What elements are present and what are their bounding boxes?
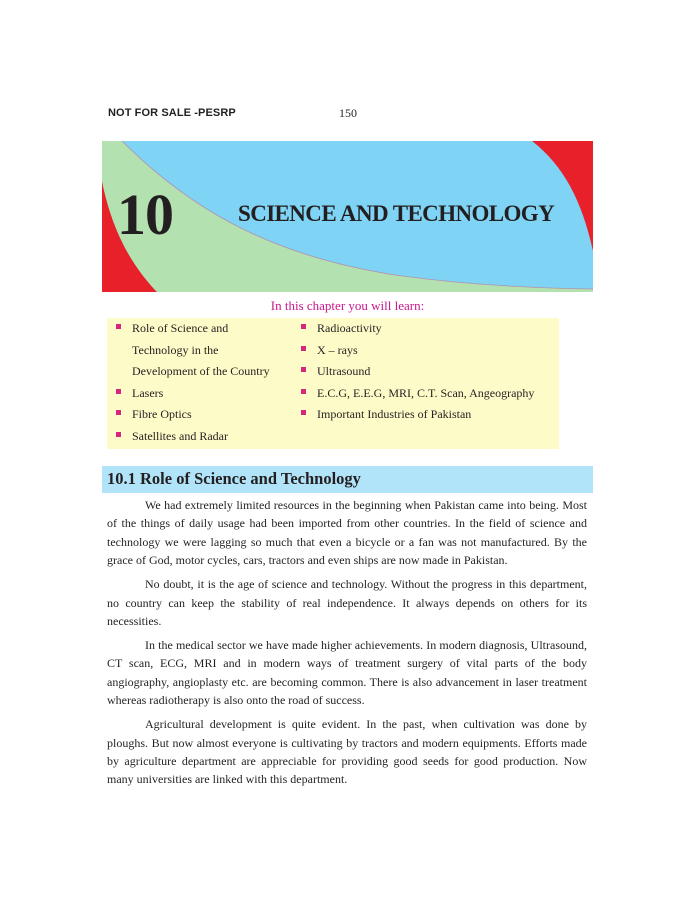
learn-item: E.C.G, E.E.G, MRI, C.T. Scan, Angeography bbox=[300, 383, 558, 405]
learn-item: Fibre Optics bbox=[115, 404, 290, 426]
learn-box bbox=[107, 318, 559, 449]
learn-item: Satellites and Radar bbox=[115, 426, 290, 448]
section-title: 10.1 Role of Science and Technology bbox=[107, 469, 361, 488]
learn-item-continuation: Technology in the bbox=[132, 342, 219, 357]
page-number: 150 bbox=[339, 106, 357, 120]
chapter-number: 10 bbox=[117, 182, 173, 247]
section-body bbox=[107, 496, 587, 794]
learn-item: Role of Science and bbox=[115, 318, 290, 340]
learn-column-1 bbox=[115, 318, 290, 448]
paragraph: We had extremely limited resources in the beginning when Pakistan came into being. Most of the things of daily usage had been imported from other countries. In the field of science and technology we were lagging so much that even a bicycle or a fan was not manufactured. By the grace of God, motor cycles, cars, tractors and even ships are now made in Pakistan. bbox=[107, 498, 587, 568]
learn-item: Important Industries of Pakistan bbox=[300, 404, 558, 426]
learn-item: Lasers bbox=[115, 383, 290, 405]
learn-item: Ultrasound bbox=[300, 361, 558, 383]
paragraph: In the medical sector we have made higher achievements. In modern diagnosis, Ultrasound, CT scan, ECG, MRI and in modern ways of treatment surgery of vital parts of the body angiography, angioplasty etc. are becoming common. There is also advancement in laser treatment whereas radiotherapy is also onto the road of success. bbox=[107, 638, 587, 708]
learn-heading: In this chapter you will learn: bbox=[270, 298, 425, 313]
paragraph: No doubt, it is the age of science and technology. Without the progress in this department, no country can keep the stability of real independence. It always depends on others for its necessities. bbox=[107, 577, 587, 629]
learn-column-2 bbox=[300, 318, 558, 426]
learn-item-continuation: Development of the Country bbox=[132, 364, 270, 379]
learn-item: Radioactivity bbox=[300, 318, 558, 340]
chapter-title: SCIENCE AND TECHNOLOGY bbox=[238, 201, 555, 226]
paragraph: Agricultural development is quite evident. In the past, when cultivation was done by ploughs. But now almost everyone is cultivating by tractors and modern equipments. Efforts made by agriculture department are appreciable for providing good seeds for good production. Now many universities are linked with this department. bbox=[107, 717, 587, 787]
running-header: NOT FOR SALE -PESRP bbox=[108, 107, 236, 119]
learn-item: X – rays bbox=[300, 340, 558, 362]
